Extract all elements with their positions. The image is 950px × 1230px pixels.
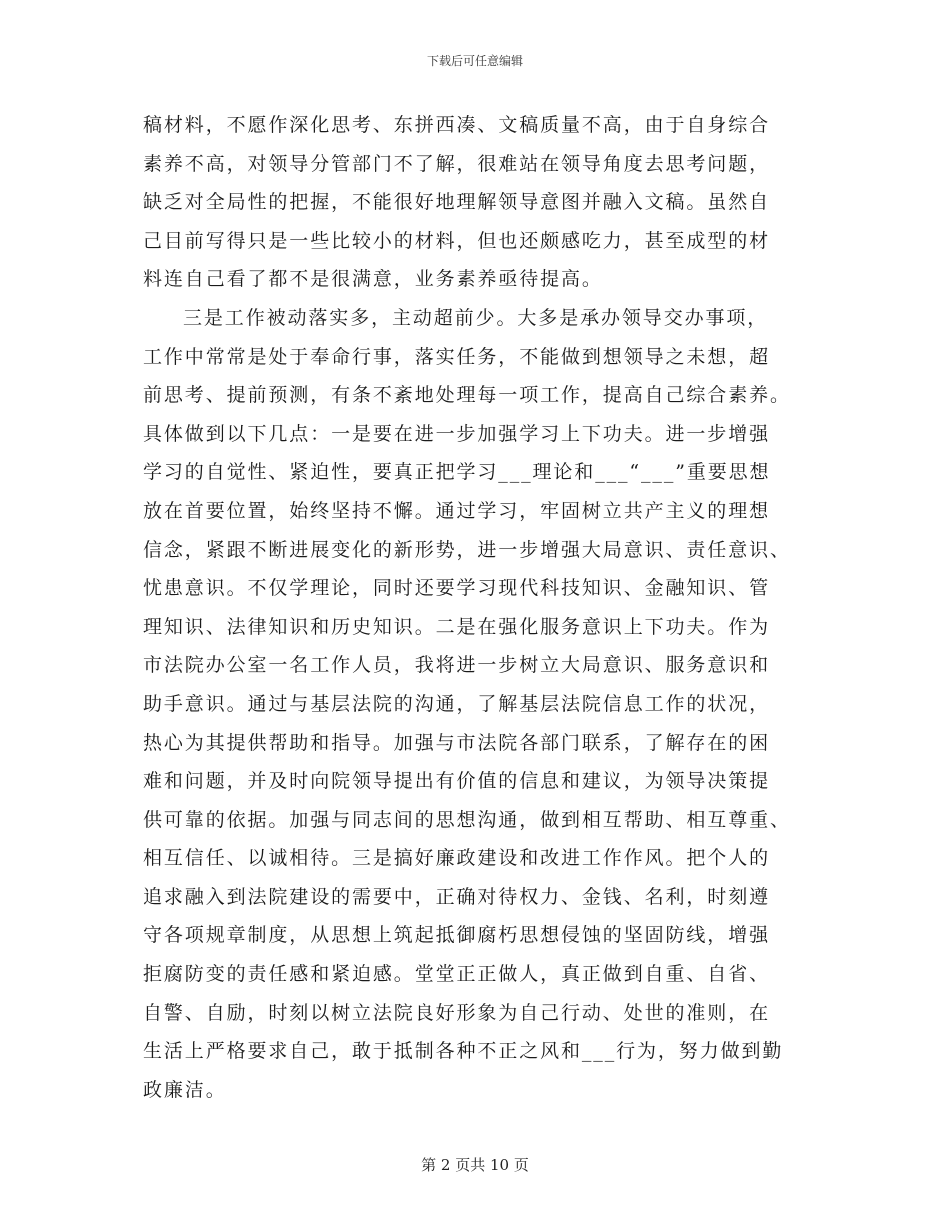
text-line: 供可靠的依据。加强与同志间的思想沟通，做到相互帮助、相互尊重、: [143, 808, 791, 831]
text-line: 追求融入到法院建设的需要中，正确对待权力、金钱、名利，时刻遵: [143, 885, 771, 908]
text-line: 自警、自励，时刻以树立法院良好形象为自己行动、处世的准则，在: [143, 1001, 771, 1024]
text-line: 理知识、法律知识和历史知识。二是在强化服务意识上下功夫。作为: [143, 615, 771, 638]
text-line: 学习的自觉性、紧迫性，要真正把学习___理论和___“___”重要思想: [143, 461, 771, 484]
page-header: 下载后可任意编辑: [426, 54, 523, 68]
page-footer: 第 2 页共 10 页: [421, 1156, 529, 1174]
text-line: 工作中常常是处于奉命行事，落实任务，不能做到想领导之未想，超: [143, 345, 771, 368]
text-line: 缺乏对全局性的把握，不能很好地理解领导意图并融入文稿。虽然自: [143, 191, 771, 214]
text-line: 生活上严格要求自己，敢于抵制各种不正之风和___行为，努力做到勤: [143, 1040, 784, 1063]
text-line: 忧患意识。不仅学理论，同时还要学习现代科技知识、金融知识、管: [143, 577, 771, 600]
text-line: 料连自己看了都不是很满意，业务素养亟待提高。: [143, 268, 603, 291]
text-line: 守各项规章制度，从思想上筑起抵御腐朽思想侵蚀的坚固防线，增强: [143, 924, 771, 947]
text-line: 拒腐防变的责任感和紧迫感。堂堂正正做人，真正做到自重、自省、: [143, 963, 771, 986]
document-body: [143, 106, 803, 1109]
text-line: 难和问题，并及时向院领导提出有价值的信息和建议，为领导决策提: [143, 770, 771, 793]
text-line: 热心为其提供帮助和指导。加强与市法院各部门联系，了解存在的困: [143, 731, 771, 754]
text-line: 放在首要位置，始终坚持不懈。通过学习，牢固树立共产主义的理想: [143, 499, 771, 522]
text-line: 相互信任、以诚相待。三是搞好廉政建设和改进工作作风。把个人的: [143, 847, 771, 870]
text-line: 助手意识。通过与基层法院的沟通，了解基层法院信息工作的状况，: [143, 692, 771, 715]
paragraph-start-line: 三是工作被动落实多，主动超前少。大多是承办领导交办事项，: [183, 306, 769, 329]
text-line: 具体做到以下几点：一是要在进一步加强学习上下功夫。进一步增强: [143, 422, 771, 445]
text-line: 政廉洁。: [143, 1078, 227, 1101]
text-line: 市法院办公室一名工作人员，我将进一步树立大局意识、服务意识和: [143, 654, 771, 677]
text-line: 稿材料，不愿作深化思考、东拼西凑、文稿质量不高，由于自身综合: [143, 114, 771, 136]
text-line: 前思考、提前预测，有条不紊地处理每一项工作，提高自己综合素养。: [143, 384, 791, 407]
text-line: 信念，紧跟不断进展变化的新形势，进一步增强大局意识、责任意识、: [143, 538, 791, 561]
text-line: 己目前写得只是一些比较小的材料，但也还颇感吃力，甚至成型的材: [143, 229, 771, 252]
text-line: 素养不高，对领导分管部门不了解，很难站在领导角度去思考问题，: [143, 152, 771, 175]
